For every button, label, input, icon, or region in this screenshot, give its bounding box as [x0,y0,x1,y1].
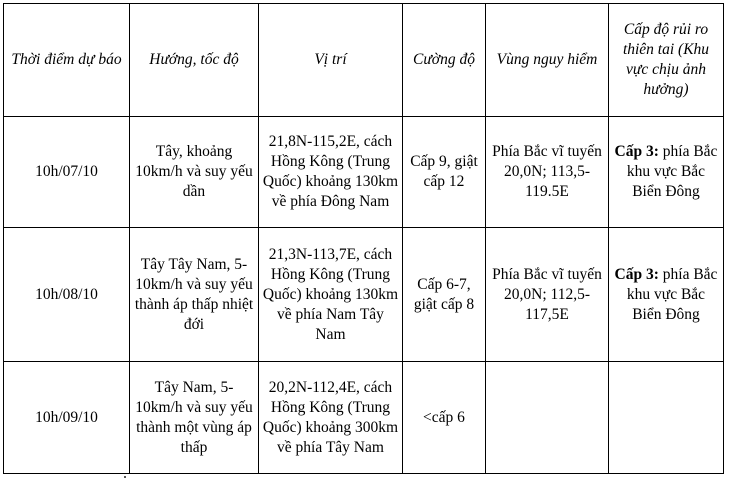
table-row [4,117,724,228]
cell-intensity: <cấp 6 [403,362,486,474]
header-intensity: Cường độ [403,4,486,117]
cell-intensity: Cấp 6-7, giật cấp 8 [403,228,486,362]
cell-position: 21,8N-115,2E, cách Hồng Kông (Trung Quốc) khoảng 130km về phía Đông Nam [259,117,403,228]
header-row [4,4,724,117]
cell-time: 10h/07/10 [4,117,130,228]
header-direction: Hướng, tốc độ [130,4,259,117]
stray-dot [124,476,126,478]
cell-danger-zone: Phía Bắc vĩ tuyến 20,0N; 112,5-117,5E [486,228,609,362]
cell-time: 10h/08/10 [4,228,130,362]
cell-risk [609,117,724,228]
cell-risk [609,228,724,362]
cell-intensity: Cấp 9, giật cấp 12 [403,117,486,228]
cell-danger-zone [486,362,609,474]
header-danger-zone: Vùng nguy hiểm [486,4,609,117]
storm-forecast-table [3,3,724,474]
header-position: Vị trí [259,4,403,117]
cell-position: 21,3N-113,7E, cách Hồng Kông (Trung Quốc) khoảng 130km về phía Nam Tây Nam [259,228,403,362]
header-time: Thời điểm dự báo [4,4,130,117]
cell-direction: Tây Nam, 5-10km/h và suy yếu thành một vùng áp thấp [130,362,259,474]
risk-level-label: Cấp 3: [614,143,659,160]
cell-position: 20,2N-112,4E, cách Hồng Kông (Trung Quốc) khoảng 300km về phía Tây Nam [259,362,403,474]
cell-direction: Tây Tây Nam, 5-10km/h và suy yếu thành áp thấp nhiệt đới [130,228,259,362]
table-row [4,362,724,474]
table-row [4,228,724,362]
risk-area-text: phía Bắc khu vực Bắc Biển Đông [626,143,718,200]
cell-danger-zone: Phía Bắc vĩ tuyến 20,0N; 113,5-119.5E [486,117,609,228]
risk-level-label: Cấp 3: [614,265,659,283]
cell-risk [609,362,724,474]
cell-time: 10h/09/10 [4,362,130,474]
header-risk-level: Cấp độ rủi ro thiên tai (Khu vực chịu ảnh hưởng) [609,4,724,117]
risk-area-text: phía Bắc khu vực Bắc Biển Đông [626,265,718,323]
cell-direction: Tây, khoảng 10km/h và suy yếu dần [130,117,259,228]
